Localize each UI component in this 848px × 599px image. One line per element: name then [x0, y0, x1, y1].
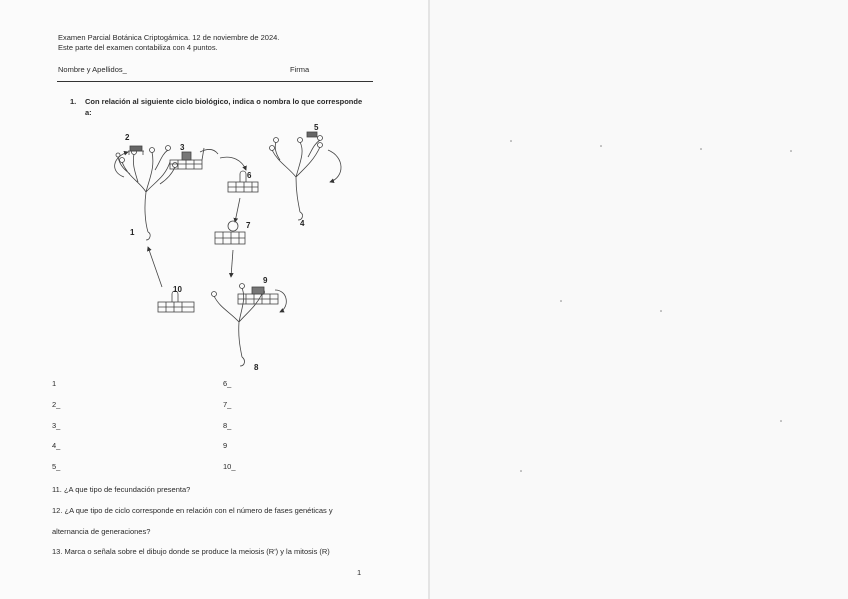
signature-label: Firma — [290, 65, 310, 74]
page-number: 1 — [357, 568, 362, 577]
answer-line-2: 2_ — [52, 400, 61, 409]
question12: 12. ¿A que tipo de ciclo corresponde en relación con el número de fases genéticas y — [52, 506, 333, 515]
question13: 13. Marca o señala sobre el dibujo donde se produce la meiosis (R') y la mitosis (R) — [52, 547, 330, 556]
answer-line-6: 6_ — [223, 379, 232, 388]
scan-speck — [560, 300, 562, 302]
figure-label-2: 2 — [125, 133, 130, 142]
structure-9-illustration — [238, 287, 286, 312]
scan-speck — [700, 148, 702, 150]
plant-4-illustration — [270, 132, 342, 220]
figure-label-10: 10 — [173, 285, 182, 294]
exam-subtitle: Este parte del examen contabiliza con 4 puntos. — [58, 43, 218, 52]
figure-label-6: 6 — [247, 171, 252, 180]
answer-line-3: 3_ — [52, 421, 61, 430]
figure-label-1: 1 — [130, 228, 135, 237]
figure-label-7: 7 — [246, 221, 251, 230]
figure-label-5: 5 — [314, 123, 319, 132]
figure-label-4: 4 — [300, 219, 305, 228]
answer-line-8: 8_ — [223, 421, 232, 430]
question11: 11. ¿A que tipo de fecundación presenta? — [52, 485, 191, 494]
structure-6-illustration — [228, 171, 258, 222]
structure-10-illustration — [148, 247, 194, 312]
right-page-blank — [430, 0, 848, 599]
question1-number: 1. — [70, 97, 77, 106]
header-rule — [57, 81, 373, 82]
scan-speck — [780, 420, 782, 422]
plant-1-illustration — [115, 146, 178, 241]
page-fold — [428, 0, 430, 599]
name-label: Nombre y Apellidos_ — [58, 65, 127, 74]
answer-line-5: 5_ — [52, 462, 61, 471]
scan-speck — [790, 150, 792, 152]
figure-label-8: 8 — [254, 363, 259, 372]
scan-speck — [660, 310, 662, 312]
answer-line-7: 7_ — [223, 400, 232, 409]
scan-speck — [600, 145, 602, 147]
question1-text-continued: a: — [85, 108, 92, 117]
answer-line-9: 9 — [223, 441, 228, 450]
question12-continued: alternancia de generaciones? — [52, 527, 151, 536]
answer-line-4: 4_ — [52, 441, 61, 450]
exam-title: Examen Parcial Botánica Criptogámica. 12 de noviembre de 2024. — [58, 33, 280, 42]
structure-7-illustration — [215, 221, 245, 277]
answer-line-10: 10_ — [223, 462, 236, 471]
figure-label-3: 3 — [180, 143, 185, 152]
scan-speck — [510, 140, 512, 142]
answer-line-1: 1 — [52, 379, 57, 388]
life-cycle-diagram — [100, 122, 370, 372]
scan-speck — [520, 470, 522, 472]
question1-text: Con relación al siguiente ciclo biológico, indica o nombra lo que corresponde — [85, 97, 363, 106]
figure-label-9: 9 — [263, 276, 268, 285]
